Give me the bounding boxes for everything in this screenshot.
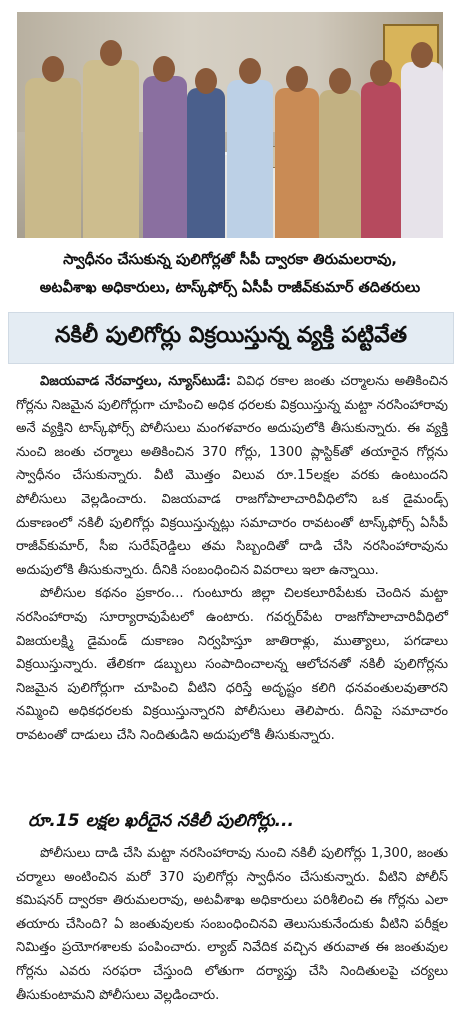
photo-person-head — [195, 68, 217, 94]
article-body-part-1 — [16, 370, 448, 748]
article-dateline: విజయవాడ నేరవార్తలు, న్యూస్‌టుడే: — [40, 374, 231, 389]
photo-person-head — [239, 58, 261, 84]
photo-caption-line-2: అటవీశాఖ అధికారులు, టాస్క్‌ఫోర్స్ ఏసీపీ రాజీవ్‌కుమార్ తదితరులు — [39, 280, 421, 296]
photo-person-head — [411, 42, 433, 68]
article-paragraph-3: పోలీసులు దాడి చేసి మట్టా నరసింహారావు నుంచి నకిలీ పులిగోర్లు 1,300, జంతు చర్మాలు అంటించిన మరో 370 పులిగోర్లు స్వాధీనం చేసుకున్నారు. వీటిని పోలీస్ కమిషనర్ ద్వారకా తిరుమలరావు, అటవీశాఖ అధికారులు పరిశీలించి ఈ గోర్లను ఎలా తయారు చేసింది? ఏ జంతువులకు సంబంధించినవి తెలుసుకునేందుకు వీటిని పరీక్షల నిమిత్తం ప్రయోగశాలకు పంపించారు. ల్యాబ్ నివేదిక వచ్చిన తరువాత ఈ జంతువుల గోర్లను ఎవరు సరఫరా చేస్తుంది లోతుగా దర్యాప్తు చేసి నిందితులపై చర్యలు తీసుకుంటామని పోలీసులు వెల్లడించారు. — [16, 846, 448, 1003]
photo-person-head — [42, 56, 64, 82]
article-subheading: రూ.15 లక్షల ఖరీదైన నకిలీ పులిగోర్లు... — [28, 811, 294, 831]
photo-person — [361, 82, 401, 238]
article-paragraph-2: పోలీసుల కథనం ప్రకారం... గుంటూరు జిల్లా చిలకలూరిపేటకు చెందిన మట్టా నరసింహారావు సూర్యారావుపేటలో ఉంటారు. గవర్నర్‌పేట రాజగోపాలాచారివీధిలో విజయలక్ష్మి డైమండ్ దుకాణం నిర్వహిస్తూ జాతిరాళ్లు, ముత్యాలు, పగడాలు విక్రయిస్తున్నారు. తేలికగా డబ్బులు సంపాదించాలన్న ఆలోచనతో నకిలీ పులిగోర్లను నిజమైన పులిగోర్లుగా చూపించి వీటిని ధరిస్తే అదృష్టం కలిగి ధనవంతులవుతారని నమ్మించి అధికధరలకు విక్రయిస్తున్నారని పోలీసులు తెలిపారు. దీనిపై సమాచారం రావటంతో దాడులు చేసి నిందితుడిని అదుపులోకి తీసుకున్నారు. — [16, 586, 448, 743]
photo-person — [275, 88, 319, 238]
photo-person-head — [370, 60, 392, 86]
article-paragraph — [16, 370, 448, 582]
photo-person-head — [286, 66, 308, 92]
photo-person — [187, 88, 225, 238]
photo-person — [25, 78, 81, 238]
photo-caption-line-1: స్వాధీనం చేసుకున్న పులిగోర్లతో సీపీ ద్వారకా తిరుమలరావు, — [63, 252, 397, 268]
article-body-part-2 — [16, 842, 448, 1007]
photo-person-head — [100, 40, 122, 66]
photo-person-head — [153, 56, 175, 82]
article-paragraph-1-text: వివిధ రకాల జంతు చర్మాలను అతికించిన గోర్లను నిజమైన పులిగోర్లుగా చూపించి అధిక ధరలకు విక్రయిస్తున్న మట్టా నరసింహారావు అనే వ్యక్తిని టాస్క్‌ఫోర్స్ పోలీసులు మంగళవారం అదుపులోకి తీసుకున్నారు. ఈ వ్యక్తి నుంచి జంతు చర్మాలు అతికించిన 370 గోర్లు, 1300 ప్లాస్టిక్‌తో తయారైన గోర్లను స్వాధీనం చేసుకున్నారు. వీటి మొత్తం విలువ రూ.15లక్షల వరకు ఉంటుందని పోలీసులు వెల్లడించారు. విజయవాడ రాజగోపాలాచారివీధిలోని ఒక డైమండ్స్ దుకాణంలో నకిలీ పులిగోర్లు విక్రయిస్తున్నట్లు సమాచారం రావటంతో టాస్క్‌ఫోర్స్ ఏసీపీ రాజీవ్‌కుమార్, సీఐ సురేష్‌రెడ్డిలు తమ సిబ్బందితో దాడి చేసి నరసింహారావును అదుపులోకి తీసుకున్నారు. దీనికి సంబంధించిన వివరాలు ఇలా ఉన్నాయి. — [16, 374, 448, 578]
news-photo — [17, 12, 443, 238]
photo-person-head — [329, 68, 351, 94]
photo-person — [401, 62, 443, 238]
photo-person — [83, 60, 139, 238]
article-headline: నకిలీ పులిగోర్లు విక్రయిస్తున్న వ్యక్తి పట్టివేత — [8, 312, 454, 364]
photo-person — [319, 90, 361, 238]
photo-person — [143, 76, 187, 238]
photo-person — [227, 80, 273, 238]
